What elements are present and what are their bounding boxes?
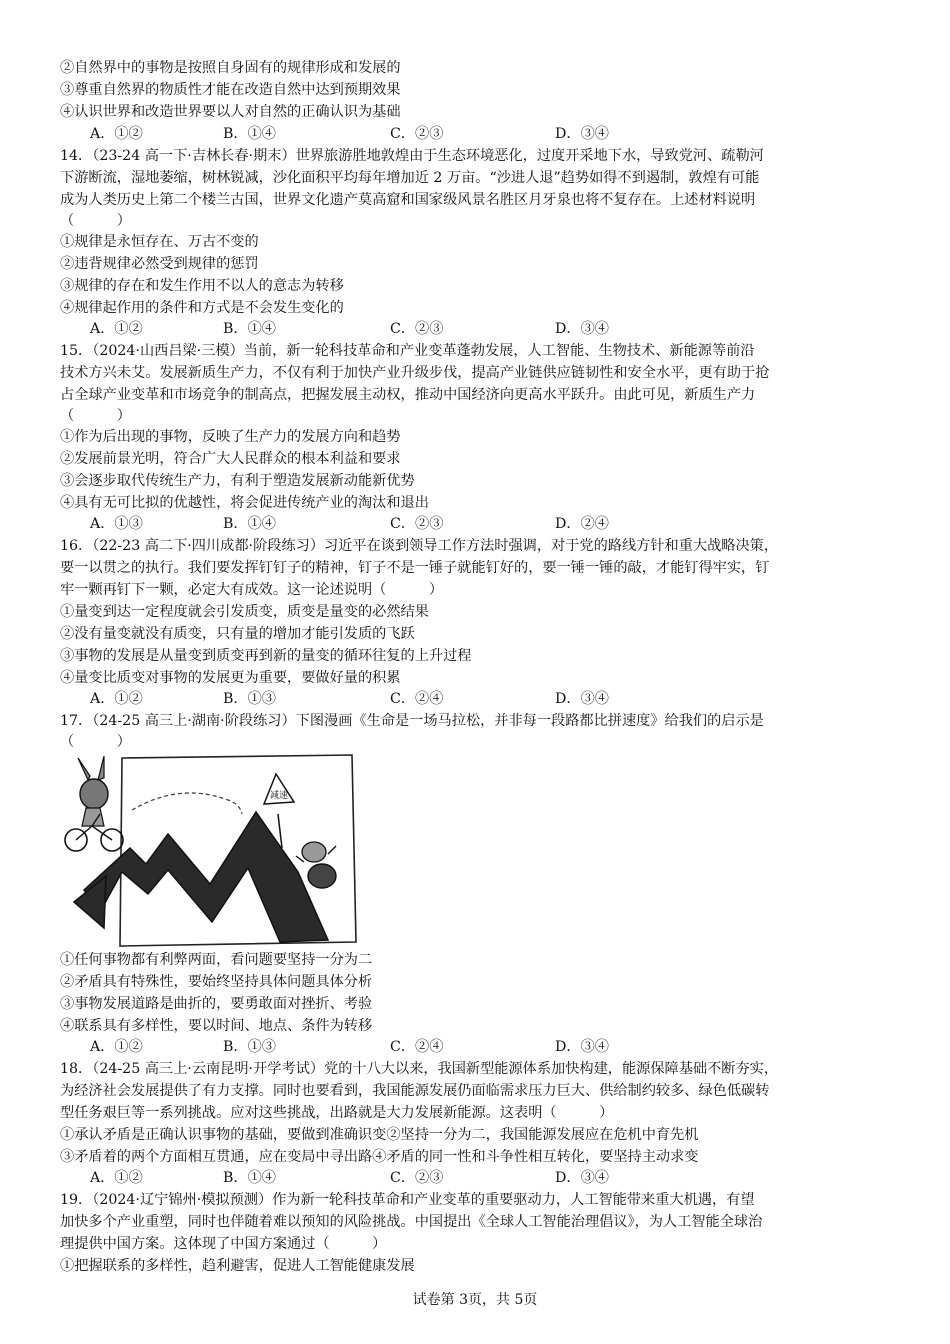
statement: ④联系具有多样性，要以时间、地点、条件为转移: [60, 1018, 373, 1034]
statement: ③会逐步取代传统生产力，有利于塑造发展新动能新优势: [60, 473, 415, 489]
option-a: A．①③: [90, 516, 143, 532]
statement: ③规律的存在和发生作用不以人的意志为转移: [60, 278, 344, 294]
statement: ④具有无可比拟的优越性，将会促进传统产业的淘汰和退出: [60, 495, 429, 511]
question-stem: 为经济社会发展提供了有力支撑。同时也要看到，我国能源发展仍面临需求压力巨大、供给制约较多、绿色低碳转: [60, 1083, 770, 1099]
statement: ④认识世界和改造世界要以人对自然的正确认识为基础: [60, 104, 401, 120]
option-c: C．②③: [390, 126, 444, 142]
option-b: B．①④: [223, 321, 276, 337]
question-stem: 14．（23-24 高一下·吉林长春·期末）世界旅游胜地敦煌由于生态环境恶化，过度开采地下水，导致党河、疏勒河: [60, 148, 764, 164]
statement: ③事物发展道路是曲折的，要勇敢面对挫折、考验: [60, 996, 373, 1012]
option-b: B．①③: [223, 691, 276, 707]
option-b: B．①③: [223, 1039, 276, 1055]
statement: ④规律起作用的条件和方式是不会发生变化的: [60, 300, 344, 316]
statement: ③事物的发展是从量变到质变再到新的量变的循环往复的上升过程: [60, 648, 472, 664]
statement: ①作为后出现的事物，反映了生产力的发展方向和趋势: [60, 429, 401, 445]
statement: ①规律是永恒存在、万古不变的: [60, 234, 259, 250]
statement: ③矛盾着的两个方面相互贯通，应在变局中寻出路④矛盾的同一性和斗争性相互转化，要坚持主动求变: [60, 1149, 699, 1165]
option-c: C．②③: [390, 321, 444, 337]
option-c: C．②④: [390, 1039, 444, 1055]
option-a: A．①②: [90, 691, 143, 707]
statement: ②发展前景光明，符合广大人民群众的根本利益和要求: [60, 451, 401, 467]
option-d: D．③④: [555, 1039, 609, 1055]
option-c: C．②③: [390, 1170, 444, 1186]
question-stem: 下游断流，湿地萎缩，树林锐减，沙化面积平均每年增加近 2 万亩。“沙进人退”趋势如得不到遏制，敦煌有可能: [60, 170, 760, 186]
option-a: A．①②: [90, 126, 143, 142]
option-c: C．②④: [390, 691, 444, 707]
question-stem: 型任务艰巨等一系列挑战。应对这些挑战，出路就是大力发展新能源。这表明（ ）: [60, 1105, 614, 1121]
statement: ①承认矛盾是正确认识事物的基础，要做到准确识变②坚持一分为二，我国能源发展应在危机中育先机: [60, 1127, 699, 1143]
marathon-comic-illustration: [60, 752, 360, 948]
question-stem: 技术方兴未艾。发展新质生产力，不仅有利于加快产业升级步伐，提高产业链供应链韧性和安全水平，更有助于抢: [60, 365, 770, 381]
answer-blank: （ ）: [60, 408, 131, 424]
statement: ②违背规律必然受到规律的惩罚: [60, 256, 259, 272]
question-stem: 成为人类历史上第二个楼兰古国，世界文化遗产莫高窟和国家级风景名胜区月牙泉也将不复存在。上述材料说明: [60, 192, 756, 208]
option-c: C．②③: [390, 516, 444, 532]
question-stem: 16．（22-23 高二下·四川成都·阶段练习）习近平在谈到领导工作方法时强调，对于党的路线方针和重大战略决策，: [60, 538, 779, 554]
question-stem: 17．（24-25 高三上·湖南·阶段练习）下图漫画《生命是一场马拉松，并非每一段路都比拼速度》给我们的启示是: [60, 713, 764, 729]
question-stem: 15．（2024·山西吕梁·三模）当前，新一轮科技革命和产业变革蓬勃发展，人工智能、生物技术、新能源等前沿: [60, 343, 755, 359]
statement: ②矛盾具有特殊性，要始终坚持具体问题具体分析: [60, 974, 373, 990]
question-stem: 加快多个产业重塑，同时也伴随着难以预知的风险挑战。中国提出《全球人工智能治理倡议》，为人工智能全球治: [60, 1214, 763, 1230]
statement: ②自然界中的事物是按照自身固有的规律形成和发展的: [60, 60, 401, 76]
option-b: B．①④: [223, 1170, 276, 1186]
answer-blank: （ ）: [60, 213, 131, 229]
statement: ①任何事物都有利弊两面，看问题要坚持一分为二: [60, 952, 373, 968]
statement: ②没有量变就没有质变，只有量的增加才能引发质的飞跃: [60, 626, 415, 642]
question-stem: 要一以贯之的执行。我们要发挥钉钉子的精神，钉子不是一锤子就能钉好的，要一锤一锤的敲，才能钉得牢实，钉: [60, 560, 770, 576]
question-stem: 18．（24-25 高三上·云南昆明·开学考试）党的十八大以来，我国新型能源体系加快构建，能源保障基础不断夯实，: [60, 1061, 779, 1077]
option-d: D．③④: [555, 321, 609, 337]
rabbit-cyclist: [65, 756, 123, 851]
option-d: D．③④: [555, 126, 609, 142]
option-a: A．①②: [90, 321, 143, 337]
question-stem: 理提供中国方案。这体现了中国方案通过（ ）: [60, 1236, 387, 1252]
question-stem: 牢一颗再钉下一颗，必定大有成效。这一论述说明（ ）: [60, 582, 444, 598]
option-d: D．③④: [555, 691, 609, 707]
option-a: A．①②: [90, 1170, 143, 1186]
statement: ①把握联系的多样性，趋利避害，促进人工智能健康发展: [60, 1258, 415, 1274]
statement: ④量变比质变对事物的发展更为重要，要做好量的积累: [60, 670, 401, 686]
question-stem: 占全球产业变革和市场竞争的制高点，把握发展主动权，推动中国经济向更高水平跃升。由此可见，新质生产力: [60, 387, 756, 403]
option-b: B．①④: [223, 516, 276, 532]
option-a: A．①②: [90, 1039, 143, 1055]
page-footer: 试卷第 3页，共 5页: [412, 1292, 538, 1308]
option-d: D．③④: [555, 1170, 609, 1186]
answer-blank: （ ）: [60, 734, 131, 750]
question-stem: 19．（2024·辽宁锦州·模拟预测）作为新一轮科技革命和产业变革的重要驱动力，人工智能带来重大机遇，有望: [60, 1192, 755, 1208]
option-b: B．①④: [223, 126, 276, 142]
statement: ①量变到达一定程度就会引发质变，质变是量变的必然结果: [60, 604, 429, 620]
sign-text: 减速: [269, 791, 289, 801]
statement: ③尊重自然界的物质性才能在改造自然中达到预期效果: [60, 82, 401, 98]
option-d: D．②④: [555, 516, 609, 532]
